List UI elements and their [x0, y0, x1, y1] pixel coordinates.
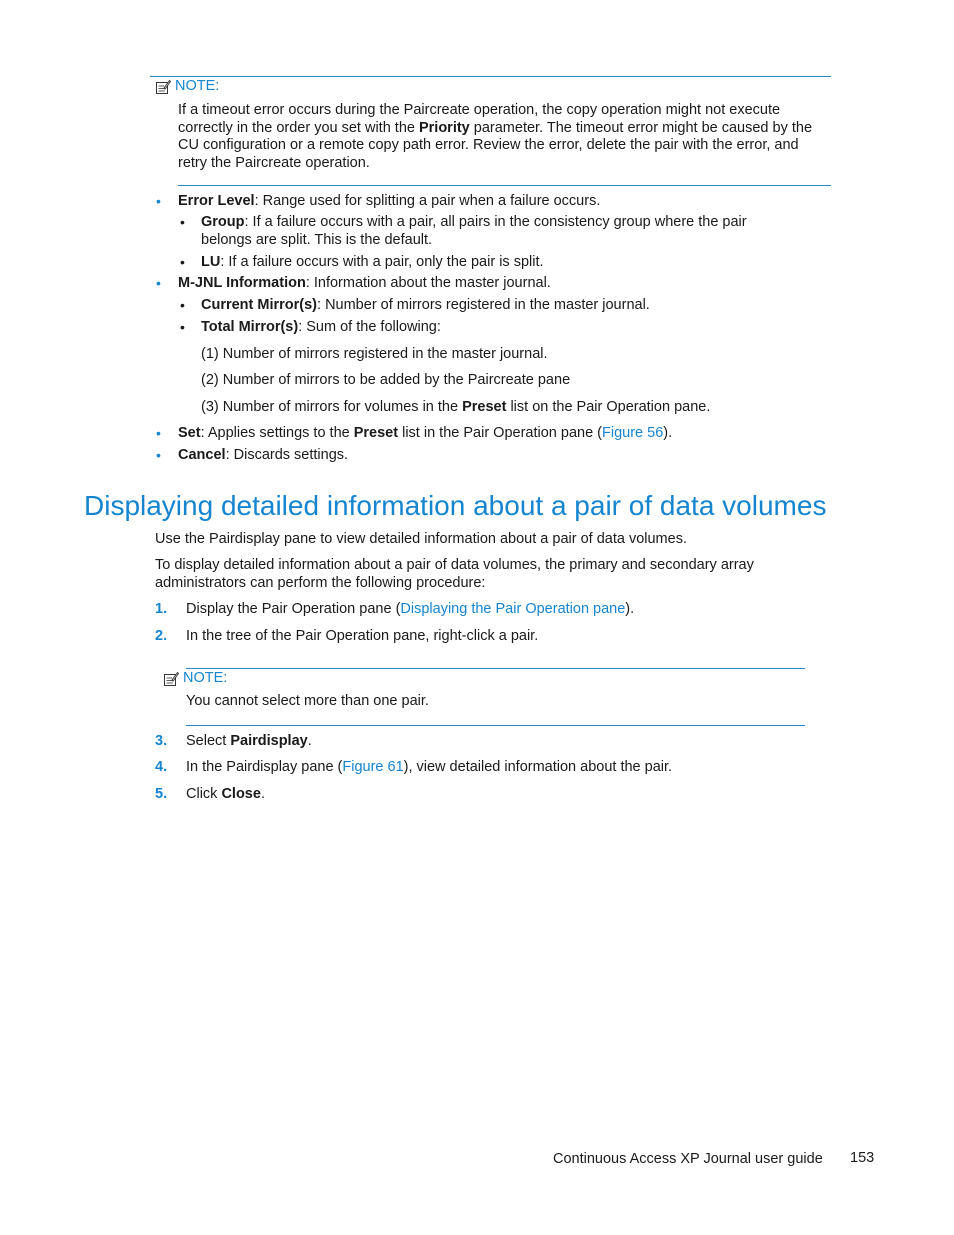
note1-bottom-rule	[178, 185, 831, 186]
step-number: 2.	[155, 628, 168, 644]
mjnl-item: M-JNL Information: Information about the master journal.	[178, 275, 551, 291]
bullet: •	[156, 447, 161, 463]
note-pencil-icon	[155, 79, 171, 95]
error-level-group-item: Group: If a failure occurs with a pair, all pairs in the consistency group where the pair belongs are split. This is the default.	[201, 214, 747, 248]
section-heading: Displaying detailed information about a pair of data volumes	[84, 490, 827, 521]
intro-paragraph-2: To display detailed information about a pair of data volumes, the primary and secondary array administrators can perform the following procedure:	[155, 557, 754, 591]
mjnl-current-item: Current Mirror(s): Number of mirrors registered in the master journal.	[201, 297, 650, 313]
bullet: •	[180, 254, 185, 270]
step-2: In the tree of the Pair Operation pane, right-click a pair.	[186, 628, 539, 644]
intro-paragraph-1: Use the Pairdisplay pane to view detailed information about a pair of data volumes.	[155, 531, 687, 547]
note2-text: You cannot select more than one pair.	[186, 693, 429, 709]
mjnl-sum-2: (2) Number of mirrors to be added by the Paircreate pane	[201, 372, 571, 388]
bullet: •	[180, 214, 185, 230]
step-5: Click Close.	[186, 786, 265, 802]
note1-label: NOTE:	[175, 78, 220, 94]
step-3: Select Pairdisplay.	[186, 733, 312, 749]
bullet: •	[156, 275, 161, 291]
note1-header	[155, 78, 219, 96]
bullet: •	[156, 425, 161, 441]
step-number: 4.	[155, 759, 168, 775]
footer-title: Continuous Access XP Journal user guide	[553, 1151, 823, 1167]
figure-61-link[interactable]: Figure 61	[342, 759, 404, 775]
note2-header	[163, 670, 227, 688]
error-level-item: Error Level: Range used for splitting a pair when a failure occurs.	[178, 193, 601, 209]
figure-56-link[interactable]: Figure 56	[602, 425, 664, 441]
note1-text: If a timeout error occurs during the Paircreate operation, the copy operation might not execute correctly in the order you set with the Priority parameter. The timeout error might be caused by the CU configuration or a remote copy path error. Review the error, delete the pair with the error, and retry the Paircreate operation.	[178, 102, 813, 171]
step-number: 5.	[155, 786, 168, 802]
note1-top-rule	[150, 76, 831, 77]
step-1: Display the Pair Operation pane (Displaying the Pair Operation pane).	[186, 601, 635, 617]
step-number: 1.	[155, 601, 168, 617]
mjnl-sum-3: (3) Number of mirrors for volumes in the Preset list on the Pair Operation pane.	[201, 399, 711, 415]
cancel-item: Cancel: Discards settings.	[178, 447, 349, 463]
bullet: •	[180, 319, 185, 335]
step-4: In the Pairdisplay pane (Figure 61), view detailed information about the pair.	[186, 759, 673, 775]
bullet: •	[156, 193, 161, 209]
note2-top-rule	[186, 668, 805, 669]
step-number: 3.	[155, 733, 168, 749]
note2-label: NOTE:	[183, 670, 228, 686]
mjnl-total-item: Total Mirror(s): Sum of the following:	[201, 319, 441, 335]
set-item: Set: Applies settings to the Preset list in the Pair Operation pane (Figure 56).	[178, 425, 673, 441]
note-pencil-icon	[163, 671, 179, 687]
mjnl-sum-1: (1) Number of mirrors registered in the master journal.	[201, 346, 548, 362]
note2-bottom-rule	[186, 725, 805, 726]
pair-operation-pane-link[interactable]: Displaying the Pair Operation pane	[400, 601, 626, 617]
bullet: •	[180, 297, 185, 313]
error-level-lu-item: LU: If a failure occurs with a pair, only the pair is split.	[201, 254, 544, 270]
footer-page-number: 153	[850, 1150, 875, 1166]
